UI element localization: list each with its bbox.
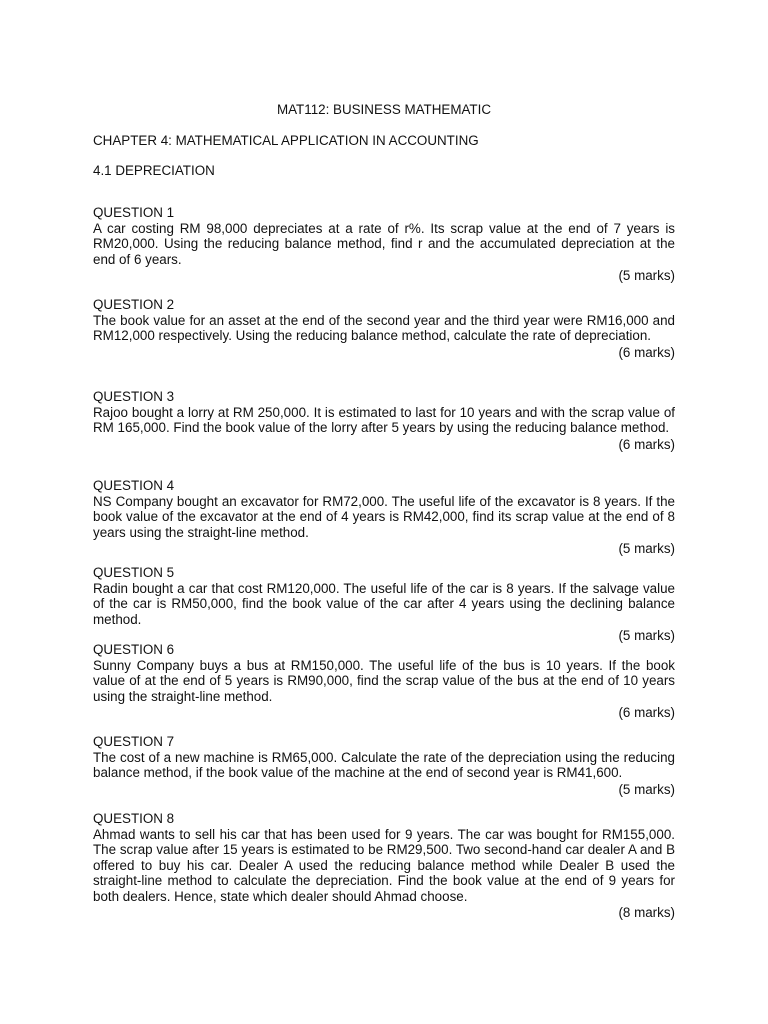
question-marks: (5 marks) — [618, 781, 675, 797]
question-block — [93, 565, 675, 644]
question-text: Sunny Company buys a bus at RM150,000. The useful life of the bus is 10 years. If the book value of at the end of 5 years is RM90,000, find the scrap value of the bus at the end of 10 years using the straight-line method. — [93, 657, 675, 704]
question-label: QUESTION 3 — [93, 389, 175, 404]
question-block — [93, 734, 675, 797]
question-text: NS Company bought an excavator for RM72,000. The useful life of the excavator is 8 years. If the book value of the excavator at the end of 4 years is RM42,000, find its scrap value at the end of 8 years using the straight-line method. — [93, 493, 675, 540]
question-label: QUESTION 5 — [93, 565, 175, 580]
question-marks: (6 marks) — [618, 344, 675, 360]
question-text: The book value for an asset at the end of the second year and the third year were RM16,000 and RM12,000 respectively. Using the reducing balance method, calculate the rate of depreciation. — [93, 312, 675, 343]
question-block — [93, 811, 675, 921]
question-marks: (5 marks) — [618, 541, 675, 556]
question-label: QUESTION 2 — [93, 297, 175, 312]
question-block — [93, 389, 675, 452]
question-marks: (8 marks) — [618, 905, 675, 920]
question-marks: (6 marks) — [618, 705, 675, 720]
question-marks: (5 marks) — [618, 628, 675, 643]
question-label: QUESTION 8 — [93, 811, 175, 826]
question-label: QUESTION 7 — [93, 734, 175, 749]
question-block — [93, 478, 675, 557]
question-block — [93, 642, 675, 721]
question-block — [93, 205, 675, 284]
question-label: QUESTION 1 — [93, 205, 175, 220]
chapter-heading: CHAPTER 4: MATHEMATICAL APPLICATION IN ACCOUNTING — [93, 133, 479, 148]
section-heading: 4.1 DEPRECIATION — [93, 163, 215, 178]
question-label: QUESTION 6 — [93, 642, 175, 657]
question-marks: (5 marks) — [618, 268, 675, 283]
question-text: A car costing RM 98,000 depreciates at a rate of r%. Its scrap value at the end of 7 years is RM20,000. Using the reducing balance method, find r and the accumulated depreciation at the end of 6 years. — [93, 220, 675, 267]
question-marks: (6 marks) — [618, 436, 675, 452]
question-text: Rajoo bought a lorry at RM 250,000. It is estimated to last for 10 years and with the scrap value of RM 165,000. Find the book value of the lorry after 5 years by using the reducing balance method. — [93, 404, 675, 435]
question-text: Ahmad wants to sell his car that has been used for 9 years. The car was bought for RM155,000. The scrap value after 15 years is estimated to be RM29,500. Two second-hand car dealer A and B offered to buy his car. Dealer A used the reducing balance method while Dealer B used the straight-line method to calculate the depreciation. Find the book value at the end of 9 years for both dealers. Hence, state which dealer should Ahmad choose. — [93, 826, 675, 904]
document-title: MAT112: BUSINESS MATHEMATIC — [276, 102, 492, 117]
question-text: Radin bought a car that cost RM120,000. The useful life of the car is 8 years. If the salvage value of the car is RM50,000, find the book value of the car after 4 years using the declining balance method. — [93, 580, 675, 627]
question-block — [93, 297, 675, 360]
question-label: QUESTION 4 — [93, 478, 175, 493]
question-text: The cost of a new machine is RM65,000. Calculate the rate of the depreciation using the reducing balance method, if the book value of the machine at the end of second year is RM41,600. — [93, 749, 675, 780]
